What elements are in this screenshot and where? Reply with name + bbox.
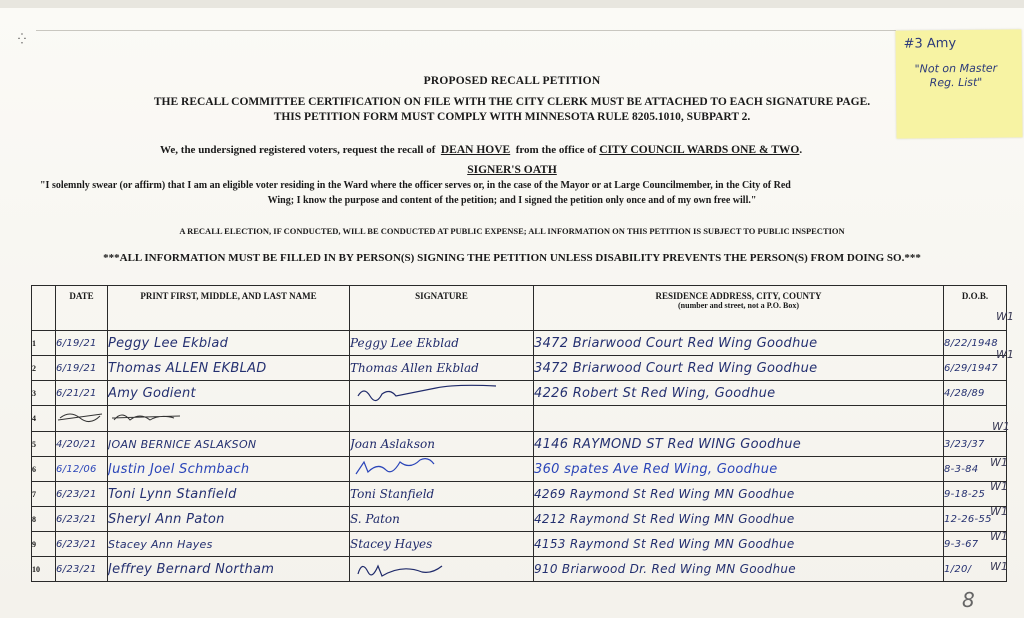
corner-mark: ⁛ xyxy=(18,34,26,45)
row-number: 4 xyxy=(32,406,56,432)
crossed-out-name xyxy=(108,406,228,426)
official-name: DEAN HOVE xyxy=(440,144,511,156)
scribble-signature-3 xyxy=(350,382,520,402)
row-signature xyxy=(350,381,534,406)
ward-note-9: W1 xyxy=(990,530,1008,543)
table-header-row xyxy=(32,286,1007,331)
row-name: Justin Joel Schmbach xyxy=(108,457,350,482)
oath-heading: SIGNER'S OATH xyxy=(467,164,557,176)
row-number: 3 xyxy=(32,381,56,406)
top-rule xyxy=(36,30,896,31)
row-number: 10 xyxy=(32,557,56,582)
row-address: 4212 Raymond St Red Wing MN Goodhue xyxy=(534,507,944,532)
ward-note-1: W1 xyxy=(996,310,1014,323)
row-name: JOAN BERNICE ASLAKSON xyxy=(108,432,350,457)
row-address xyxy=(534,406,944,432)
row-number: 1 xyxy=(32,331,56,356)
row-name: Thomas ALLEN EKBLAD xyxy=(108,356,350,381)
row-address: 910 Briarwood Dr. Red Wing MN Goodhue xyxy=(534,557,944,582)
table-row xyxy=(32,406,1007,432)
crossed-out-date xyxy=(56,406,106,426)
row-name: Stacey Ann Hayes xyxy=(108,532,350,557)
row-date: 6/23/21 xyxy=(56,532,108,557)
row-address: 4146 RAYMOND ST Red WING Goodhue xyxy=(534,432,944,457)
row-signature: Thomas Allen Ekblad xyxy=(350,356,534,381)
row-address: 360 spates Ave Red Wing, Goodhue xyxy=(534,457,944,482)
row-signature: Stacey Hayes xyxy=(350,532,534,557)
petition-title: PROPOSED RECALL PETITION xyxy=(423,75,601,87)
table-row xyxy=(32,482,1007,507)
ward-note-2: W1 xyxy=(996,348,1014,361)
page-number: 8 xyxy=(962,588,975,612)
row-name xyxy=(108,406,350,432)
row-address: 4153 Raymond St Red Wing MN Goodhue xyxy=(534,532,944,557)
ward-note-7: W1 xyxy=(990,480,1008,493)
row-signature: Peggy Lee Ekblad xyxy=(350,331,534,356)
row-signature: S. Paton xyxy=(350,507,534,532)
row-dob: 6/29/1947 xyxy=(944,356,1007,381)
row-name: Jeffrey Bernard Northam xyxy=(108,557,350,582)
row-signature xyxy=(350,557,534,582)
header-name xyxy=(108,286,350,331)
row-date: 4/20/21 xyxy=(56,432,108,457)
row-date: 6/12/06 xyxy=(56,457,108,482)
row-date xyxy=(56,406,108,432)
scribble-signature-6 xyxy=(350,458,520,478)
header-name-text: PRINT FIRST, MIDDLE, AND LAST NAME xyxy=(140,291,317,301)
table-row xyxy=(32,331,1007,356)
table-row xyxy=(32,557,1007,582)
sticky-note-line-2: "Not on Master Reg. List" xyxy=(914,61,998,90)
row-number: 5 xyxy=(32,432,56,457)
oath-line-2: Wing; I know the purpose and content of the petition; and I signed the petition only once and of my own free will." xyxy=(267,195,757,206)
header-address-text: RESIDENCE ADDRESS, CITY, COUNTY xyxy=(655,291,822,301)
oath-line-1: "I solemnly swear (or affirm) that I am an eligible voter residing in the Ward where the officer serves or, in the case of the Mayor or at Large Councilmember, in the City of Red xyxy=(40,180,791,191)
row-number: 7 xyxy=(32,482,56,507)
row-signature xyxy=(350,406,534,432)
row-dob: 4/28/89 xyxy=(944,381,1007,406)
row-date: 6/23/21 xyxy=(56,507,108,532)
row-number: 8 xyxy=(32,507,56,532)
row-name: Sheryl Ann Paton xyxy=(108,507,350,532)
scribble-signature-10 xyxy=(350,558,520,578)
table-row xyxy=(32,457,1007,482)
row-address: 3472 Briarwood Court Red Wing Goodhue xyxy=(534,356,944,381)
row-date: 6/19/21 xyxy=(56,356,108,381)
row-dob: 8/22/1948 xyxy=(944,331,1007,356)
instruction-line: ***ALL INFORMATION MUST BE FILLED IN BY PERSON(S) SIGNING THE PETITION UNLESS DISABILITY PREVENTS THE PERSON(S) FROM DOING SO.*** xyxy=(103,252,921,264)
row-address: 3472 Briarwood Court Red Wing Goodhue xyxy=(534,331,944,356)
ward-note-10: W1 xyxy=(990,560,1008,573)
row-number: 9 xyxy=(32,532,56,557)
sticky-note-line-1: #3 Amy xyxy=(903,36,957,52)
header-address xyxy=(534,286,944,331)
table-row xyxy=(32,507,1007,532)
row-date: 6/19/21 xyxy=(56,331,108,356)
row-number: 2 xyxy=(32,356,56,381)
row-signature: Toni Stanfield xyxy=(350,482,534,507)
header-date: DATE xyxy=(56,286,108,331)
row-date: 6/23/21 xyxy=(56,482,108,507)
row-dob: 9-18-25 xyxy=(944,482,1007,507)
row-address: 4269 Raymond St Red Wing MN Goodhue xyxy=(534,482,944,507)
row-dob: 9-3-67 xyxy=(944,532,1007,557)
row-dob: 3/23/37 xyxy=(944,432,1007,457)
table-row xyxy=(32,532,1007,557)
table-row xyxy=(32,432,1007,457)
header-num xyxy=(32,286,56,331)
ward-note-6: W1 xyxy=(990,456,1008,469)
ward-note-5: W1 xyxy=(992,420,1010,433)
row-dob: 8-3-84 xyxy=(944,457,1007,482)
request-suffix: . xyxy=(799,144,803,156)
header-address-sub: (number and street, not a P.O. Box) xyxy=(678,301,799,310)
certification-line-2: THIS PETITION FORM MUST COMPLY WITH MINNESOTA RULE 8205.1010, SUBPART 2. xyxy=(273,111,751,123)
request-middle: from the office of xyxy=(515,144,597,156)
row-address: 4226 Robert St Red Wing, Goodhue xyxy=(534,381,944,406)
certification-line-1: THE RECALL COMMITTEE CERTIFICATION ON FILE WITH THE CITY CLERK MUST BE ATTACHED TO EACH SIGNATURE PAGE. xyxy=(153,96,871,108)
row-number: 6 xyxy=(32,457,56,482)
request-prefix: We, the undersigned registered voters, request the recall of xyxy=(160,144,436,156)
header-dob: D.O.B. xyxy=(944,286,1007,331)
signature-table xyxy=(31,285,1007,582)
table-row xyxy=(32,356,1007,381)
ward-note-8: W1 xyxy=(990,505,1008,518)
row-dob: 12-26-55 xyxy=(944,507,1007,532)
row-name: Peggy Lee Ekblad xyxy=(108,331,350,356)
header-signature: SIGNATURE xyxy=(350,286,534,331)
office-name: CITY COUNCIL WARDS ONE & TWO xyxy=(599,144,800,156)
row-name: Toni Lynn Stanfield xyxy=(108,482,350,507)
row-name: Amy Godient xyxy=(108,381,350,406)
recall-request xyxy=(160,144,920,156)
row-date: 6/21/21 xyxy=(56,381,108,406)
row-signature: Joan Aslakson xyxy=(350,432,534,457)
table-row xyxy=(32,381,1007,406)
row-date: 6/23/21 xyxy=(56,557,108,582)
row-signature xyxy=(350,457,534,482)
row-dob: 1/20/ xyxy=(944,557,1007,582)
scan-top-edge xyxy=(0,0,1024,8)
public-notice: A RECALL ELECTION, IF CONDUCTED, WILL BE CONDUCTED AT PUBLIC EXPENSE; ALL INFORMATION ON THIS PETITION IS SUBJECT TO PUBLIC INSPECTION xyxy=(179,226,845,236)
